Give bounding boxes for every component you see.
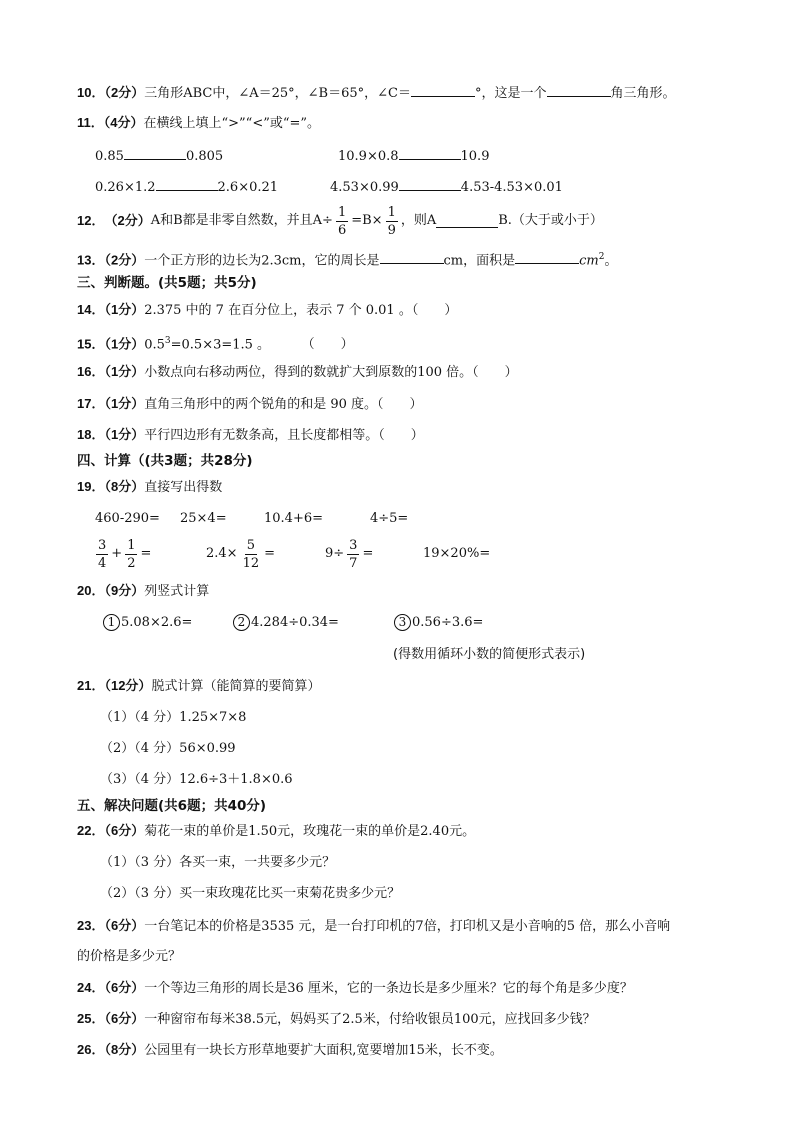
question-text: 脱式计算（能简算的要简算） xyxy=(151,679,321,694)
answer-blank[interactable] xyxy=(515,250,579,264)
question-number: 12． xyxy=(77,213,105,228)
answer-paren[interactable]: （ ） xyxy=(308,337,354,353)
question-number: 23． xyxy=(77,918,105,933)
question-score: （6分） xyxy=(104,823,145,838)
calc-text: 0.56÷3.6= xyxy=(412,615,484,630)
question-text: 一种窗帘布每米38.5元，妈妈买了2.5米，付给收银员100元，应找回多少钱？ xyxy=(144,1012,596,1027)
question-text: A和B都是非零自然数，并且A÷ xyxy=(150,213,333,228)
answer-blank[interactable] xyxy=(436,214,498,228)
compare-left: 10.9×0.8 xyxy=(338,149,399,164)
sub-question: （2）（4 分）56×0.99 xyxy=(100,741,236,756)
question-score: （6分） xyxy=(104,918,145,933)
denominator: 9 xyxy=(387,222,396,238)
compare-left: 0.26×1.2 xyxy=(95,180,156,195)
question-text: 的价格是多少元？ xyxy=(77,949,182,964)
compare-right: 2.6×0.21 xyxy=(217,180,279,195)
unit: cm xyxy=(579,253,599,269)
answer-blank[interactable] xyxy=(399,146,461,160)
calc-item xyxy=(206,535,275,573)
question-score: （12分） xyxy=(104,678,152,693)
question-score: （1分） xyxy=(104,427,145,442)
question-text: =0.5×3=1.5 。 xyxy=(170,337,271,353)
question-22 xyxy=(77,822,475,841)
numerator: 1 xyxy=(127,537,136,553)
denominator: 12 xyxy=(242,555,260,571)
question-number: 21． xyxy=(77,678,105,693)
question-number: 14． xyxy=(77,302,105,317)
question-score: （2分） xyxy=(104,213,151,228)
calc-item xyxy=(93,535,151,573)
answer-blank[interactable] xyxy=(411,83,475,97)
question-text: 菊花一束的单价是1.50元，玫瑰花一束的单价是2.40元。 xyxy=(144,824,476,839)
question-text: 一个等边三角形的周长是36 厘米，它的一条边长是多少厘米？它的每个角是多少度？ xyxy=(144,981,633,996)
question-text: 三角形ABC中，∠A＝25°，∠B＝65°，∠C＝ xyxy=(144,86,411,101)
question-score: （4分） xyxy=(103,115,144,130)
question-score: （6分） xyxy=(104,980,145,995)
fraction xyxy=(96,537,108,572)
compare-item xyxy=(330,177,563,197)
fraction xyxy=(336,204,348,239)
numerator: 1 xyxy=(387,204,396,220)
question-number: 19． xyxy=(77,479,105,494)
calc-item: 19×20%= xyxy=(423,546,491,561)
question-score: （1分） xyxy=(104,336,145,352)
question-text: 在横线上填上“>”“<”或“=”。 xyxy=(143,116,321,131)
question-19 xyxy=(77,478,222,497)
exponent: 3 xyxy=(164,336,171,346)
circled-number: 3 xyxy=(394,614,411,631)
question-number: 10． xyxy=(77,85,105,100)
question-score: （9分） xyxy=(104,583,145,598)
question-text: 一个正方形的边长为2.3cm，它的周长是 xyxy=(144,253,380,269)
numerator: 3 xyxy=(349,537,358,553)
compare-right: 10.9 xyxy=(460,149,490,164)
compare-item xyxy=(338,146,489,166)
compare-right: 0.805 xyxy=(185,149,224,164)
question-15 xyxy=(77,332,354,354)
question-text: 。 xyxy=(604,253,618,269)
question-text: 直角三角形中的两个锐角的和是 90 度。（ ） xyxy=(144,397,423,412)
question-score: （1分） xyxy=(104,364,145,379)
circled-number: 2 xyxy=(233,614,250,631)
question-number: 25． xyxy=(77,1011,105,1026)
question-text: 平行四边形有无数条高，且长度都相等。（ ） xyxy=(144,428,424,443)
question-number: 22． xyxy=(77,823,105,838)
question-14 xyxy=(77,301,457,320)
vertical-calc-item xyxy=(394,614,483,632)
question-score: （8分） xyxy=(104,479,145,494)
denominator: 7 xyxy=(349,555,358,571)
question-number: 15． xyxy=(77,336,105,352)
calc-item: 460-290= xyxy=(95,511,160,526)
question-number: 17． xyxy=(77,396,105,411)
question-score: （8分） xyxy=(104,1042,145,1057)
question-text: 2.375 中的 7 在百分位上，表示 7 个 0.01 。（ ） xyxy=(144,303,458,318)
question-score: （2分） xyxy=(104,85,145,100)
compare-item xyxy=(95,177,278,197)
section-title: 三、判断题。(共5题；共5分) xyxy=(77,275,257,291)
denominator: 6 xyxy=(337,222,347,238)
question-text: °，这是一个 xyxy=(474,86,547,101)
question-number: 20． xyxy=(77,583,105,598)
question-text: 公园里有一块长方形草地要扩大面积,宽要增加15米，长不变。 xyxy=(144,1043,503,1058)
calc-text: 4.284÷0.34= xyxy=(251,615,339,630)
calc-item xyxy=(325,535,373,573)
section-title: 五、解决问题(共6题；共40分) xyxy=(77,798,267,814)
compare-left: 4.53×0.99 xyxy=(330,180,399,195)
circled-number: 1 xyxy=(103,614,120,631)
answer-blank[interactable] xyxy=(124,146,186,160)
question-text: 角三角形。 xyxy=(610,86,676,101)
calc-note: (得数用循环小数的简便形式表示) xyxy=(393,647,586,662)
question-21 xyxy=(77,677,320,696)
question-text: =B× xyxy=(351,213,383,228)
question-number: 18． xyxy=(77,427,105,442)
sub-question: （1）（4 分）1.25×7×8 xyxy=(100,710,247,725)
question-17 xyxy=(77,395,423,414)
sub-question: （3）（4 分）12.6÷3＋1.8×0.6 xyxy=(100,772,293,787)
numerator: 3 xyxy=(98,537,107,553)
vertical-calc-item xyxy=(233,614,339,632)
answer-blank[interactable] xyxy=(156,177,218,191)
calc-item: 4÷5= xyxy=(370,511,409,526)
question-score: （1分） xyxy=(104,396,145,411)
question-text: 小数点向右移动两位，得到的数就扩大到原数的100 倍。（ ） xyxy=(144,365,518,380)
question-number: 16． xyxy=(77,364,105,379)
question-13 xyxy=(77,248,617,270)
section-title: 四、计算（(共3题；共28分) xyxy=(77,453,253,469)
question-number: 24． xyxy=(77,980,105,995)
question-text: 列竖式计算 xyxy=(144,584,210,599)
question-text: cm，面积是 xyxy=(443,253,516,269)
equals: = xyxy=(140,546,152,561)
question-16 xyxy=(77,363,518,382)
calc-text: 9÷ xyxy=(325,546,345,561)
denominator: 2 xyxy=(127,555,136,571)
question-24 xyxy=(77,979,633,998)
fraction xyxy=(125,537,137,572)
question-26 xyxy=(77,1041,503,1060)
vertical-calc-item xyxy=(103,614,192,632)
answer-blank[interactable] xyxy=(399,177,461,191)
question-25 xyxy=(77,1010,596,1029)
operator: + xyxy=(111,546,123,561)
question-number: 13． xyxy=(77,252,105,268)
sub-question: （2）（3 分）买一束玫瑰花比买一束菊花贵多少元？ xyxy=(100,886,401,901)
compare-right: 4.53-4.53×0.01 xyxy=(460,180,563,195)
question-text: 直接写出得数 xyxy=(144,480,223,495)
question-text: 0.5 xyxy=(144,337,165,353)
calc-item: 25×4= xyxy=(180,511,227,526)
denominator: 4 xyxy=(98,555,107,571)
calc-text: 5.08×2.6= xyxy=(121,615,193,630)
fraction xyxy=(241,537,262,572)
question-text: B.（大于或小于） xyxy=(498,213,603,228)
question-text: 一台笔记本的价格是3535 元，是一台打印机的7倍，打印机又是小音响的5 倍，那么小音响 xyxy=(144,919,671,934)
question-11 xyxy=(77,114,320,133)
calc-text: 2.4× xyxy=(206,546,238,561)
question-10 xyxy=(77,83,676,103)
sub-question: （1）（3 分）各买一束，一共要多少元？ xyxy=(100,855,336,870)
question-score: （2分） xyxy=(104,252,145,268)
question-20 xyxy=(77,582,209,601)
unit-exponent: 2 xyxy=(598,252,605,262)
answer-blank[interactable] xyxy=(380,250,444,264)
fraction xyxy=(347,537,359,572)
question-score: （1分） xyxy=(104,302,145,317)
calc-item: 10.4+6= xyxy=(264,511,324,526)
equals: = xyxy=(264,546,276,561)
equals: = xyxy=(362,546,374,561)
question-23 xyxy=(77,917,670,936)
fraction xyxy=(386,204,398,239)
answer-blank[interactable] xyxy=(547,83,611,97)
question-18 xyxy=(77,426,424,445)
numerator: 5 xyxy=(246,537,255,553)
compare-item xyxy=(95,146,223,166)
question-12 xyxy=(77,203,603,239)
compare-left: 0.85 xyxy=(95,149,124,164)
question-text: ，则A xyxy=(400,213,437,228)
question-number: 11． xyxy=(77,115,104,130)
numerator: 1 xyxy=(337,204,347,220)
question-score: （6分） xyxy=(104,1011,145,1026)
question-number: 26． xyxy=(77,1042,105,1057)
